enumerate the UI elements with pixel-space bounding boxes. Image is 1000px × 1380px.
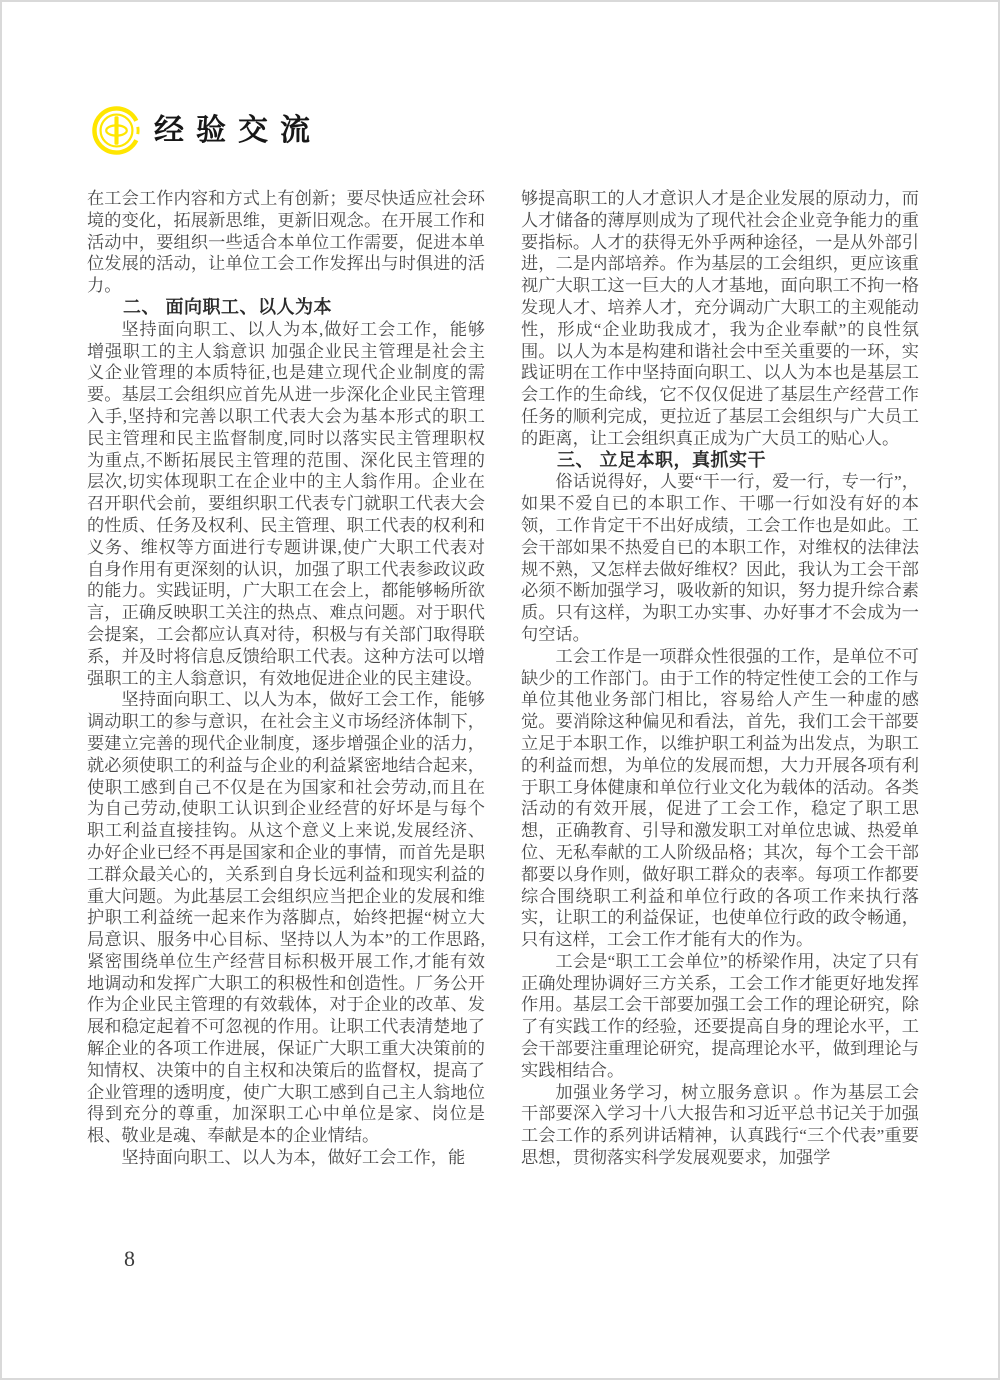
section-heading: 二、 面向职工、以人为本 <box>123 296 332 317</box>
body-paragraph: 坚持面向职工、以人为本，做好工会工作，能够调动职工的参与意识，在社会主义市场经济体制下，要建立完善的现代企业制度，逐步增强企业的活力，就必须使职工的利益与企业的利益紧密地结合起来，使职工感到自己不仅是在为国家和社会劳动,而且在为自己劳动,使职工认识到企业经营的好坏是与每个职工利益直接挂钩。从这个意义上来说,发展经济、办好企业已经不再是国家和企业的事情，而首先是职工群众最关心的，关系到自身长远利益和现实利益的重大问题。为此基层工会组织应当把企业的发展和维护职工利益统一起来作为落脚点，始终把握“树立大局意识、服务中心目标、坚持以人为本”的工作思路,紧密围绕单位生产经营目标积极开展工作,才能有效地调动和发挥广大职工的积极性和创造性。厂务公开作为企业民主管理的有效载体，对于企业的改革、发展和稳定起着不可忽视的作用。让职工代表清楚地了解企业的各项工作进展，保证广大职工重大决策前的知情权、决策中的自主权和决策后的监督权，提高了企业管理的透明度，使广大职工感到自己主人翁地位得到充分的尊重，加深职工心中单位是家、岗位是根、敬业是魂、奉献是本的企业情结。 <box>87 690 485 1146</box>
page-header <box>92 105 322 155</box>
page-number: 8 <box>124 1246 135 1271</box>
page-title: 经验交流 <box>154 114 322 147</box>
body-paragraph: 工会工作是一项群众性很强的工作，是单位不可缺少的工作部门。由于工作的特定性使工会的工作与单位其他业务部门相比，容易给人产生一种虚的感觉。要消除这种偏见和看法，首先，我们工会干部要立足于本职工作，以维护职工利益为出发点，为职工的利益而想，为单位的发展而想，大力开展各项有利于职工身体健康和单位行业文化为载体的活动。各类活动的有效开展，促进了工会工作，稳定了职工思想，正确教育、引导和激发职工对单位忠诚、热爱单位、无私奉献的工人阶级品格；其次，每个工会干部都要以身作则，做好职工群众的表率。每项工作都要综合围绕职工利益和单位行政的各项工作来执行落实，让职工的利益保证，也使单位行政的政令畅通，只有这样，工会工作才能有大的作为。 <box>521 646 919 950</box>
article-body <box>87 188 919 1169</box>
body-paragraph: 加强业务学习，树立服务意识 。作为基层工会干部要深入学习十八大报告和习近平总书记关于加强工会工作的系列讲话精神，认真践行“三个代表”重要思想，贯彻落实科学发展观要求，加强学 <box>521 1082 919 1168</box>
right-column <box>521 188 919 1169</box>
body-paragraph: 在工会工作内容和方式上有创新；要尽快适应社会环境的变化，拓展新思维，更新旧观念。在开展工作和活动中，要组织一些适合本单位工作需要，促进本单位发展的活动，让单位工会工作发挥出与时俱进的活力。 <box>87 189 485 296</box>
body-paragraph: 工会是“职工工会单位”的桥梁作用，决定了只有正确处理协调好三方关系，工会工作才能更好地发挥作用。基层工会干部要加强工会工作的理论研究，除了有实践工作的经验，还要提高自身的理论水平，工会干部要注重理论研究，提高理论水平，做到理论与实践相结合。 <box>521 951 919 1080</box>
left-column <box>87 188 485 1169</box>
body-paragraph: 够提高职工的人才意识人才是企业发展的原动力，而人才储备的薄厚则成为了现代社会企业竞争能力的重要指标。人才的获得无外乎两种途径，一是从外部引进，二是内部培养。作为基层的工会组织，更应该重视广大职工这一巨大的人才基地，面向职工不拘一格发现人才、培养人才，充分调动广大职工的主观能动性，形成“企业助我成才，我为企业奉献”的良性氛围。以人为本是构建和谐社会中至关重要的一环，实践证明在工作中坚持面向职工、以人为本也是基层工会工作的生命线，它不仅仅促进了基层生产经营工作任务的顺利完成，更拉近了基层工会组织与广大员工的距离，让工会组织真正成为广大员工的贴心人。 <box>521 189 919 448</box>
trade-union-emblem-icon <box>92 106 141 155</box>
body-paragraph: 坚持面向职工、以人为本，做好工会工作，能 <box>121 1148 466 1168</box>
body-paragraph: 俗话说得好，人要“干一行，爱一行，专一行”，如果不爱自已的本职工作、干哪一行如没有好的本领，工作肯定干不出好成绩，工会工作也是如此。工会干部如果不热爱自已的本职工作，对维权的法律法规不熟，又怎样去做好维权？因此，我认为工会干部必须不断加强学习，吸收新的知识，努力提升综合素质。只有这样，为职工办实事、办好事才不会成为一句空话。 <box>521 472 919 644</box>
body-paragraph: 坚持面向职工、以人为本,做好工会工作，能够增强职工的主人翁意识 加强企业民主管理是社会主义企业管理的本质特征,也是建立现代企业制度的需要。基层工会组织应首先从进一步深化企业民主管理入手,坚持和完善以职工代表大会为基本形式的职工民主管理和民主监督制度,同时以落实民主管理职权为重点,不断拓展民主管理的范围、深化民主管理的层次,切实体现职工在企业中的主人翁作用。企业在召开职代会前，要组织职工代表专门就职工代表大会的性质、任务及权利、民主管理、职工代表的权利和义务、维权等方面进行专题讲课,使广大职工代表对自身作用有更深刻的认识，加强了职工代表参政议政的能力。实践证明，广大职工在会上，都能够畅所欲言，正确反映职工关注的热点、难点问题。对于职代会提案，工会都应认真对待，积极与有关部门取得联系，并及时将信息反馈给职工代表。这种方法可以增强职工的主人翁意识，有效地促进企业的民主建设。 <box>87 319 485 688</box>
section-heading: 三、 立足本职，真抓实干 <box>557 449 766 470</box>
